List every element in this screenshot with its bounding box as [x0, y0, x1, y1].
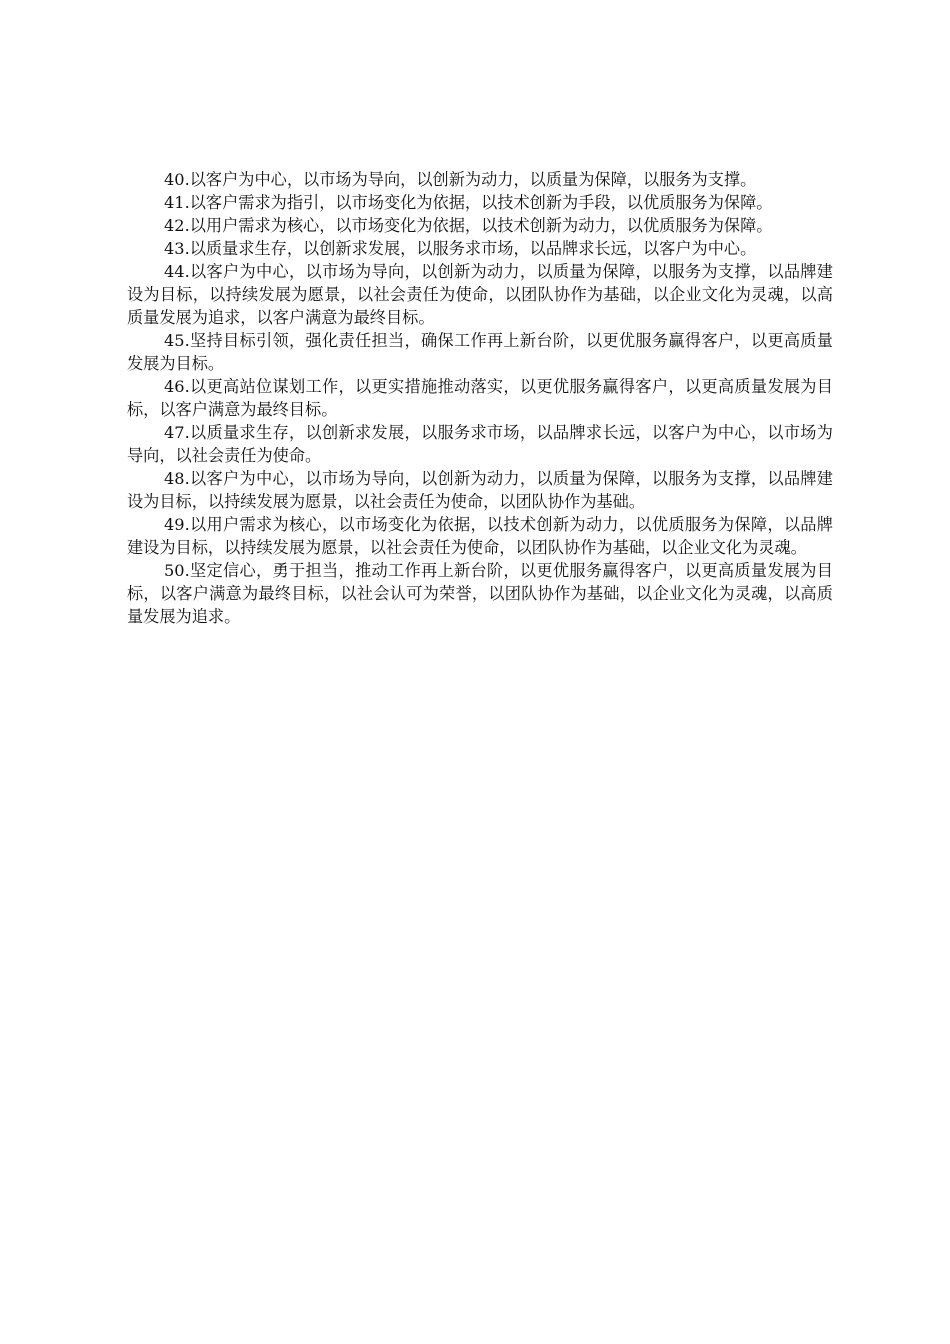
paragraph-48: 48.以客户为中心，以市场为导向，以创新为动力，以质量为保障，以服务为支撑，以品牌建设为目标，以持续发展为愿景，以社会责任为使命，以团队协作为基础。	[127, 469, 833, 511]
paragraph-50: 50.坚定信心，勇于担当，推动工作再上新台阶，以更优服务赢得客户，以更高质量发展为目标，以客户满意为最终目标，以社会认可为荣誉，以团队协作为基础，以企业文化为灵魂，以高质量发展为追求。	[127, 561, 833, 626]
paragraph-42: 42.以用户需求为核心，以市场变化为依据，以技术创新为动力，以优质服务为保障。	[164, 216, 773, 235]
paragraph-44: 44.以客户为中心，以市场为导向，以创新为动力，以质量为保障，以服务为支撑，以品牌建设为目标，以持续发展为愿景，以社会责任为使命，以团队协作为基础，以企业文化为灵魂，以高质量发展为追求，以客户满意为最终目标。	[127, 262, 833, 327]
paragraph-49: 49.以用户需求为核心，以市场变化为依据，以技术创新为动力，以优质服务为保障，以品牌建设为目标，以持续发展为愿景，以社会责任为使命，以团队协作为基础，以企业文化为灵魂。	[127, 515, 833, 557]
paragraph-45: 45.坚持目标引领，强化责任担当，确保工作再上新台阶，以更优服务赢得客户，以更高质量发展为目标。	[127, 331, 833, 373]
paragraph-43: 43.以质量求生存，以创新求发展，以服务求市场，以品牌求长远，以客户为中心。	[164, 239, 757, 258]
paragraph-41: 41.以客户需求为指引，以市场变化为依据，以技术创新为手段，以优质服务为保障。	[164, 193, 773, 212]
document-body	[127, 168, 833, 628]
paragraph-40: 40.以客户为中心，以市场为导向，以创新为动力，以质量为保障，以服务为支撑。	[164, 170, 757, 189]
paragraph-47: 47.以质量求生存，以创新求发展，以服务求市场，以品牌求长远，以客户为中心，以市场为导向，以社会责任为使命。	[127, 423, 833, 465]
paragraph-46: 46.以更高站位谋划工作，以更实措施推动落实，以更优服务赢得客户，以更高质量发展为目标，以客户满意为最终目标。	[127, 377, 833, 419]
